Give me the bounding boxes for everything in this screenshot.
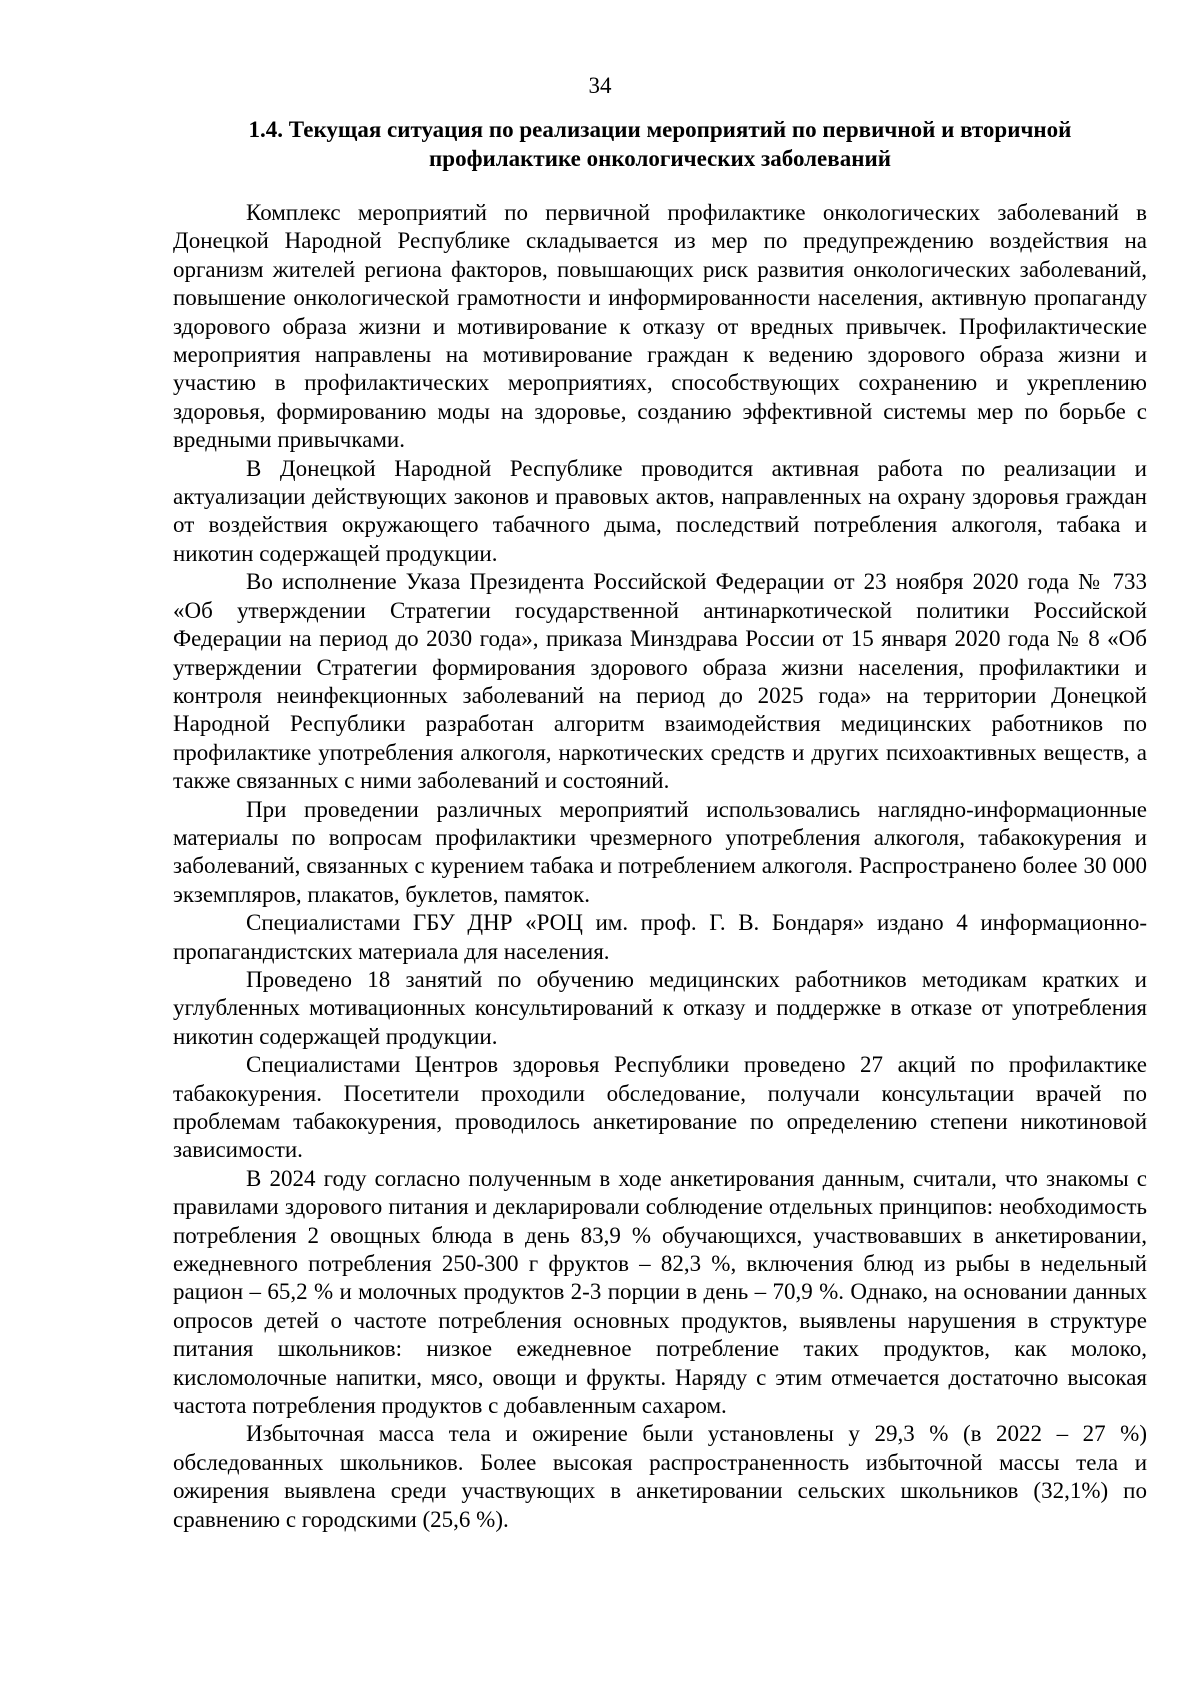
- paragraph-information-materials: При проведении различных мероприятий использовались наглядно-информационные материалы по вопросам профилактики чрезмерного употребления алкоголя, табакокурения и заболеваний, связанных с курением табака и потреблением алкоголя. Распространено более 30 000 экземпляров, плакатов, буклетов, памяток.: [173, 796, 1147, 907]
- paragraph-training: Проведено 18 занятий по обучению медицинских работников методикам кратких и углубленных мотивационных консультирований к отказу и поддержке в отказе от употребления никотин содержащей продукции.: [173, 966, 1147, 1049]
- paragraph-primary-prevention: Комплекс мероприятий по первичной профилактике онкологических заболеваний в Донецкой Народной Республике складывается из мер по предупреждению воздействия на организм жителей региона факторов, повышающих риск развития онкологических заболеваний, повышение онкологической грамотности и информированности населения, активную пропаганду здорового образа жизни и мотивирование к отказу от вредных привычек. Профилактические мероприятия направлены на мотивирование граждан к ведению здорового образа жизни и участию в профилактических мероприятиях, способствующих сохранению и укреплению здоровья, формированию моды на здоровье, созданию эффективной системы мер по борьбе с вредными привычками.: [173, 200, 1147, 453]
- body-text: [173, 199, 1147, 1534]
- paragraph-oncology-center: Специалистами ГБУ ДНР «РОЦ им. проф. Г. В. Бондаря» издано 4 информационно-пропагандистских материала для населения.: [173, 910, 1147, 964]
- paragraph-obesity: Избыточная масса тела и ожирение были установлены у 29,3 % (в 2022 – 27 %) обследованных школьников. Более высокая распространенность избыточной массы тела и ожирения выявлена среди участвующих в анкетировании сельских школьников (32,1%) по сравнению с городскими (25,6 %).: [173, 1421, 1147, 1532]
- section-title: 1.4. Текущая ситуация по реализации мероприятий по первичной и вторичной профилактике онкологических заболеваний: [248, 117, 1072, 171]
- paragraph-health-centers: Специалистами Центров здоровья Республики проведено 27 акций по профилактике табакокурения. Посетители проходили обследование, получали консультации врачей по проблемам табакокурения, проводилось анкетирование по определению степени никотиновой зависимости.: [173, 1052, 1147, 1163]
- paragraph-decree: Во исполнение Указа Президента Российской Федерации от 23 ноября 2020 года № 733 «Об утверждении Стратегии государственной антинаркотической политики Российской Федерации на период до 2030 года», приказа Минздрава России от 15 января 2020 года № 8 «Об утверждении Стратегии формирования здорового образа жизни населения, профилактики и контроля неинфекционных заболеваний на период до 2025 года» на территории Донецкой Народной Республики разработан алгоритм взаимодействия медицинских работников по профилактике употребления алкоголя, наркотических средств и других психоактивных веществ, а также связанных с ними заболеваний и состояний.: [173, 569, 1147, 794]
- paragraph-legislation: В Донецкой Народной Республике проводится активная работа по реализации и актуализации действующих законов и правовых актов, направленных на охрану здоровья граждан от воздействия окружающего табачного дыма, последствий потребления алкоголя, табака и никотин содержащей продукции.: [173, 455, 1147, 566]
- page-number: 34: [588, 73, 612, 98]
- paragraph-nutrition-survey: В 2024 году согласно полученным в ходе анкетирования данным, считали, что знакомы с правилами здорового питания и декларировали соблюдение отдельных принципов: необходимость потребления 2 овощных блюда в день 83,9 % обучающихся, участвовавших в анкетировании, ежедневного потребления 250-300 г фруктов – 82,3 %, включения блюд из рыбы в недельный рацион – 65,2 % и молочных продуктов 2-3 порции в день – 70,9 %. Однако, на основании данных опросов детей о частоте потребления основных продуктов, выявлены нарушения в структуре питания школьников: низкое ежедневное потребление таких продуктов, как молоко, кисломолочные напитки, мясо, овощи и фрукты. Наряду с этим отмечается достаточно высокая частота потребления продуктов с добавленным сахаром.: [173, 1165, 1147, 1419]
